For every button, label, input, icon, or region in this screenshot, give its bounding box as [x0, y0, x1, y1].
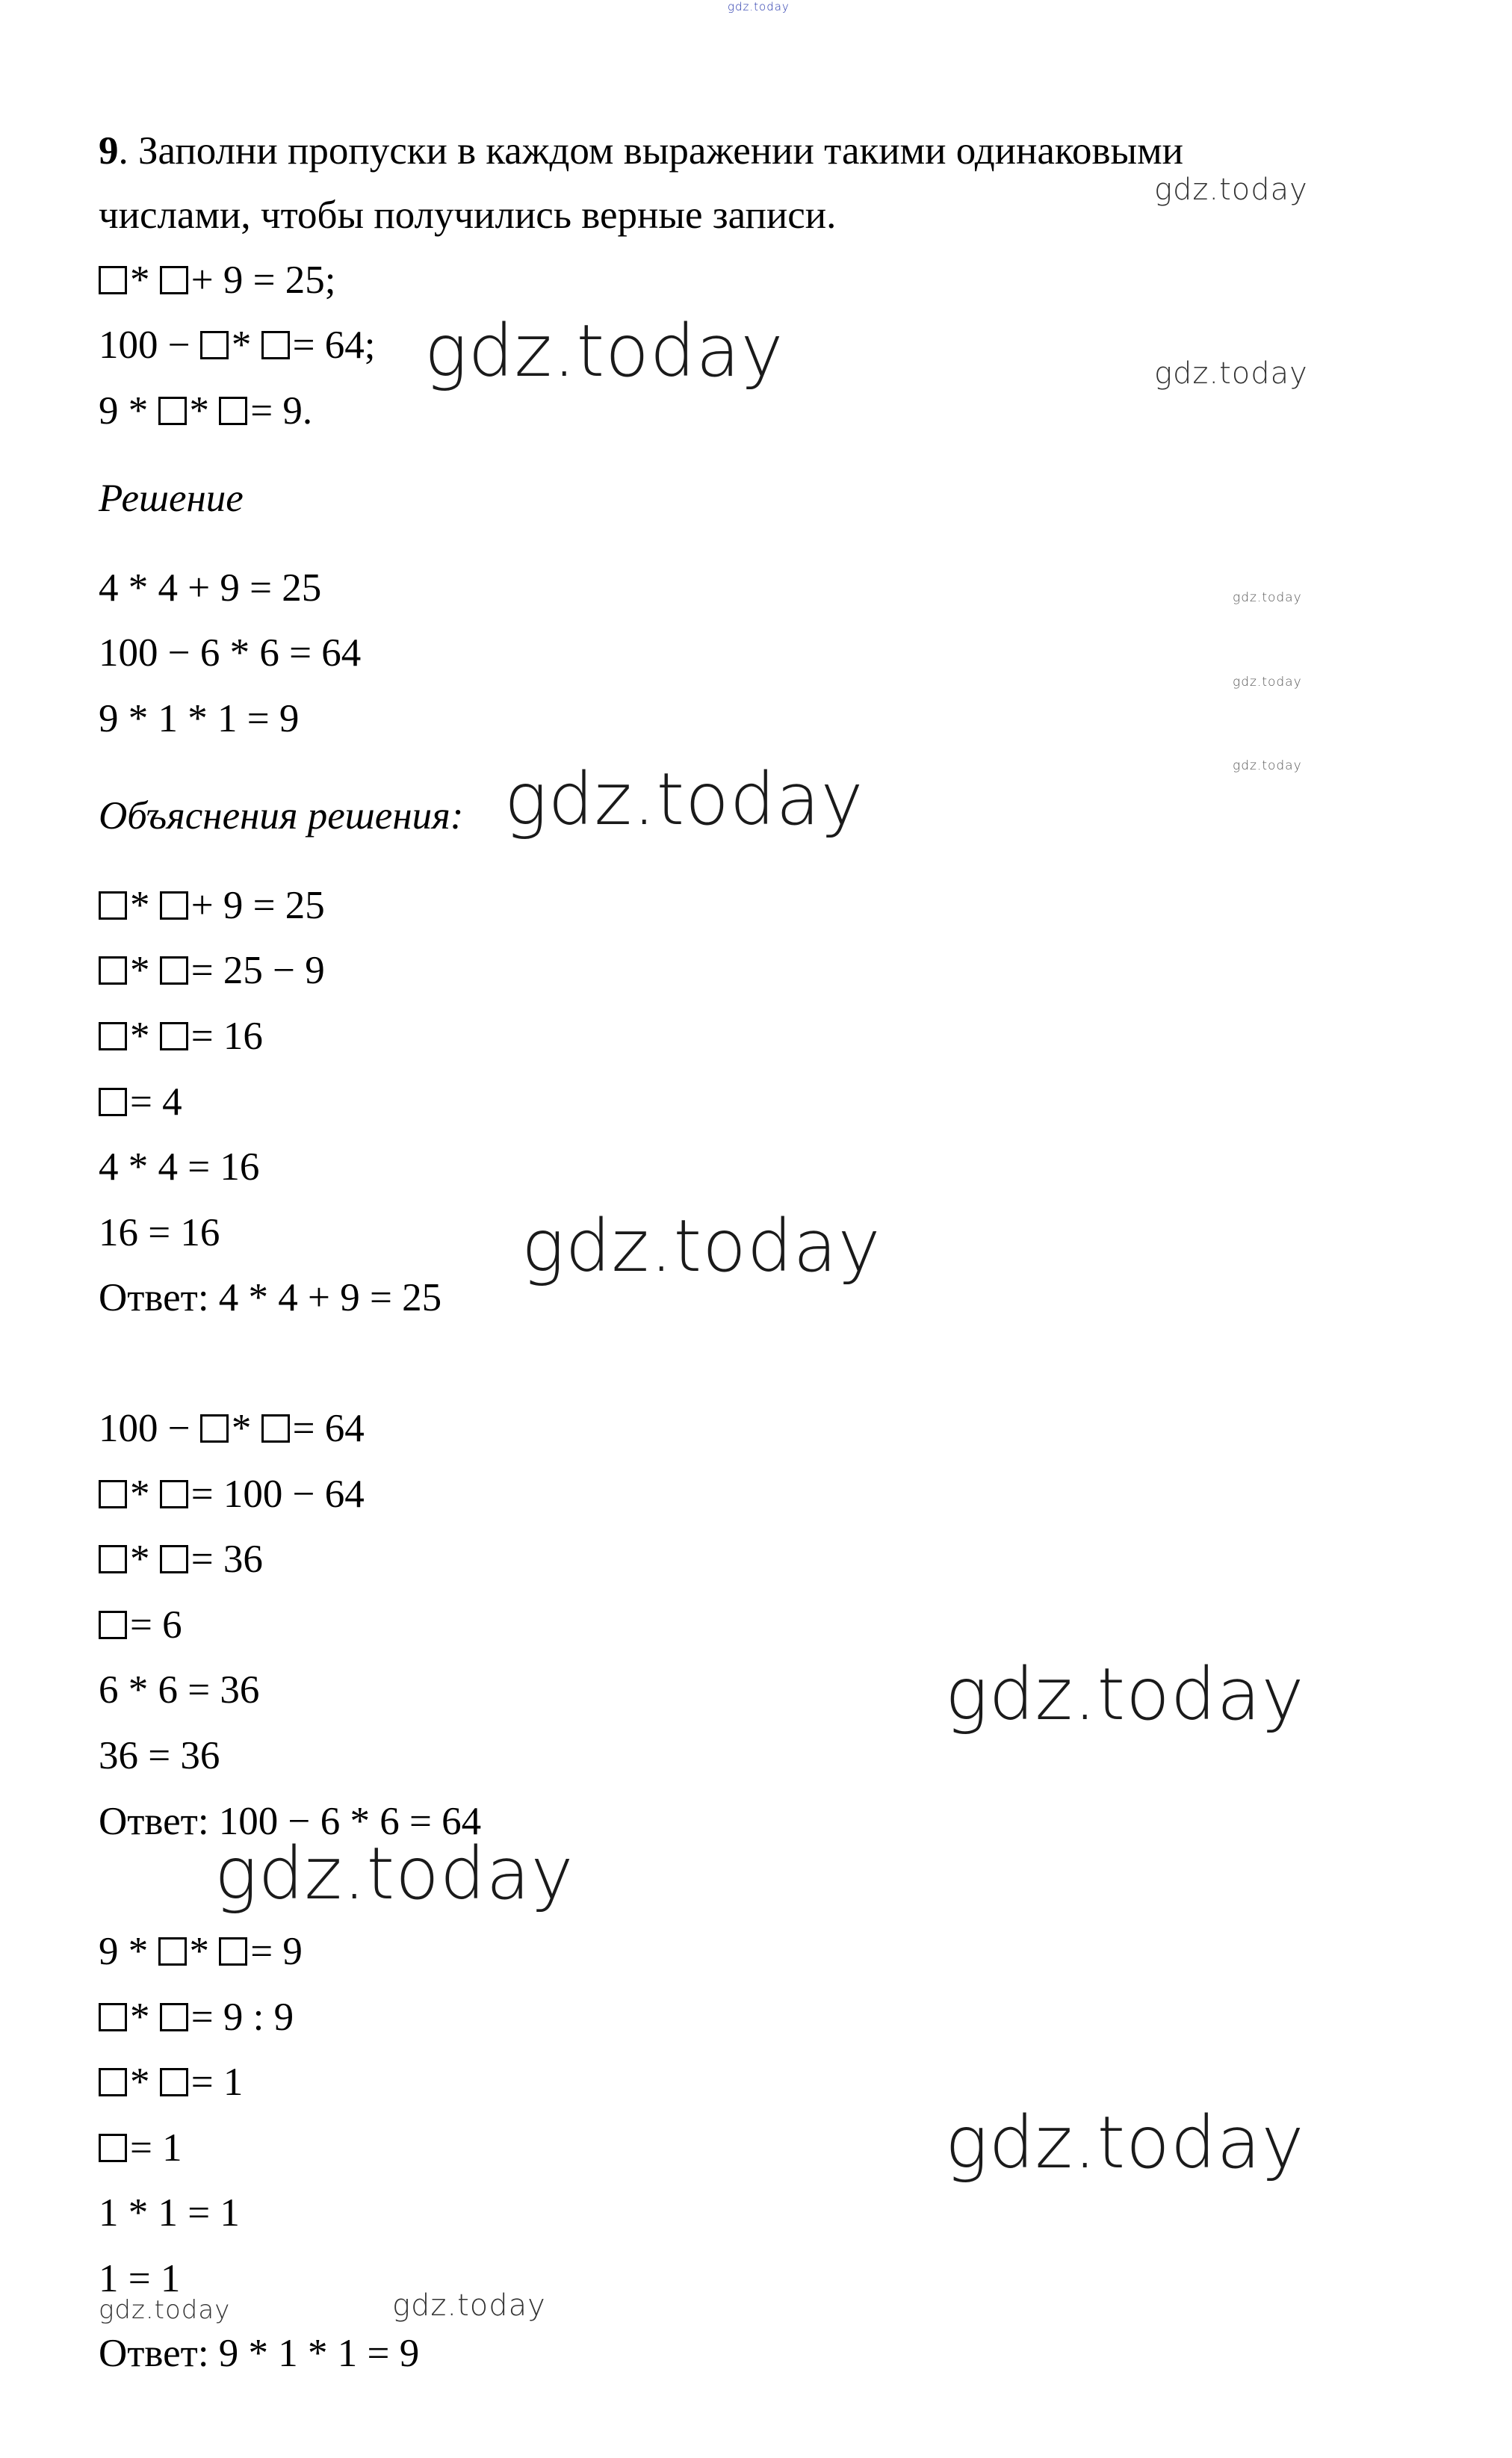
- block1-line-3: [99, 1012, 263, 1060]
- mul-sign: *: [231, 1407, 252, 1450]
- blank-box: [160, 1480, 188, 1508]
- expr-tail: = 9: [250, 1930, 303, 1973]
- blank-box: [99, 1088, 127, 1116]
- blank-box: [160, 891, 188, 920]
- expr-tail: = 6: [130, 1603, 182, 1647]
- blank-box: [160, 1545, 188, 1573]
- block3-line-6: 1 = 1: [99, 2257, 181, 2300]
- task-line-1: [99, 127, 1183, 175]
- expr-head: 9 *: [99, 1930, 149, 1973]
- expr-head: 100 −: [99, 1407, 190, 1450]
- blank-box: [99, 1545, 127, 1573]
- blank-box: [99, 2134, 127, 2162]
- blank-box: [160, 956, 188, 985]
- watermark-4: gdz.today: [1233, 590, 1302, 605]
- task-expr-2: [99, 321, 376, 369]
- blank-box: [99, 956, 127, 985]
- expr-tail: = 64: [292, 1407, 365, 1450]
- solution-heading: Решение: [99, 477, 244, 520]
- expr-tail: + 9 = 25: [190, 884, 325, 927]
- task-expr-3: [99, 387, 312, 435]
- block2-line-2: [99, 1470, 365, 1518]
- blank-box: [99, 2068, 127, 2096]
- block1-line-5: 4 * 4 = 16: [99, 1145, 260, 1189]
- expr-tail: = 100 − 64: [190, 1473, 365, 1516]
- solution-line-3: 9 * 1 * 1 = 9: [99, 697, 300, 740]
- blank-box: [200, 331, 229, 359]
- expr-tail: = 4: [130, 1080, 182, 1124]
- expr-tail: = 64;: [292, 323, 376, 367]
- mul-sign: *: [130, 1538, 150, 1581]
- blank-box: [261, 1414, 290, 1443]
- explanation-heading: Объяснения решения:: [99, 794, 464, 838]
- expr-tail: = 25 − 9: [190, 949, 325, 992]
- block1-line-4: [99, 1078, 182, 1126]
- mul-sign: *: [189, 389, 209, 433]
- expr-tail: = 9 : 9: [190, 1996, 294, 2039]
- watermark-9: gdz.today: [945, 1653, 1305, 1736]
- task-number: 9: [99, 129, 119, 173]
- block2-line-3: [99, 1535, 263, 1583]
- blank-box: [99, 1022, 127, 1050]
- expr-head: 100 −: [99, 323, 190, 367]
- expr-tail: = 1: [130, 2126, 182, 2170]
- watermark-7: gdz.today: [504, 758, 864, 841]
- watermark-5: gdz.today: [1233, 675, 1302, 690]
- mul-sign: *: [130, 884, 150, 927]
- blank-box: [160, 266, 188, 294]
- block1-line-2: [99, 947, 325, 994]
- block3-line-2: [99, 1993, 294, 2041]
- block2-line-5: 6 * 6 = 36: [99, 1668, 260, 1712]
- mul-sign: *: [130, 2061, 150, 2104]
- watermark-12: gdz.today: [392, 2288, 546, 2323]
- blank-box: [261, 331, 290, 359]
- blank-box: [160, 1022, 188, 1050]
- watermark-10: gdz.today: [214, 1832, 574, 1916]
- block1-answer: Ответ: 4 * 4 + 9 = 25: [99, 1276, 442, 1319]
- expr-tail: + 9 = 25;: [190, 259, 336, 302]
- task-text-2: числами, чтобы получились верные записи.: [99, 194, 837, 237]
- watermark-2: gdz.today: [424, 309, 784, 393]
- solution-line-1: 4 * 4 + 9 = 25: [99, 566, 322, 610]
- block2-answer: Ответ: 100 − 6 * 6 = 64: [99, 1800, 482, 1843]
- mul-sign: *: [130, 1015, 150, 1058]
- watermark-8: gdz.today: [521, 1204, 882, 1288]
- block3-line-3: [99, 2058, 243, 2106]
- blank-box: [99, 1480, 127, 1508]
- expr-tail: = 36: [190, 1538, 263, 1581]
- blank-box: [99, 1611, 127, 1639]
- block2-line-4: [99, 1601, 182, 1649]
- watermark-13: gdz.today: [99, 2295, 231, 2325]
- block3-line-1: [99, 1928, 303, 1975]
- blank-box: [99, 891, 127, 920]
- expr-tail: = 9.: [250, 389, 313, 433]
- watermark-6: gdz.today: [1233, 758, 1302, 773]
- blank-box: [219, 397, 247, 425]
- task-text-1: . Заполни пропуски в каждом выражении такими одинаковыми: [118, 129, 1184, 173]
- blank-box: [158, 1937, 187, 1966]
- expr-tail: = 16: [190, 1015, 263, 1058]
- blank-box: [158, 397, 187, 425]
- block2-line-1: [99, 1405, 365, 1452]
- blank-box: [99, 266, 127, 294]
- mul-sign: *: [231, 323, 252, 367]
- mul-sign: *: [130, 1996, 150, 2039]
- watermark-1: gdz.today: [1154, 173, 1308, 207]
- solution-line-2: 100 − 6 * 6 = 64: [99, 631, 362, 675]
- mul-sign: *: [130, 949, 150, 992]
- block3-line-4: [99, 2124, 182, 2172]
- block2-line-6: 36 = 36: [99, 1734, 220, 1777]
- block3-line-5: 1 * 1 = 1: [99, 2191, 240, 2235]
- mul-sign: *: [130, 259, 150, 302]
- blank-box: [219, 1937, 247, 1966]
- watermark-3: gdz.today: [1154, 356, 1308, 391]
- block1-line-1: [99, 882, 325, 929]
- blank-box: [160, 2068, 188, 2096]
- task-expr-1: [99, 256, 336, 304]
- task-line-2: [99, 191, 836, 239]
- mul-sign: *: [189, 1930, 209, 1973]
- watermark-11: gdz.today: [945, 2101, 1305, 2185]
- mul-sign: *: [130, 1473, 150, 1516]
- expr-head: 9 *: [99, 389, 149, 433]
- blank-box: [200, 1414, 229, 1443]
- watermark-top: gdz.today: [728, 0, 790, 13]
- expr-tail: = 1: [190, 2061, 244, 2104]
- blank-box: [160, 2003, 188, 2031]
- block3-answer: Ответ: 9 * 1 * 1 = 9: [99, 2332, 420, 2375]
- blank-box: [99, 2003, 127, 2031]
- block1-line-6: 16 = 16: [99, 1211, 220, 1254]
